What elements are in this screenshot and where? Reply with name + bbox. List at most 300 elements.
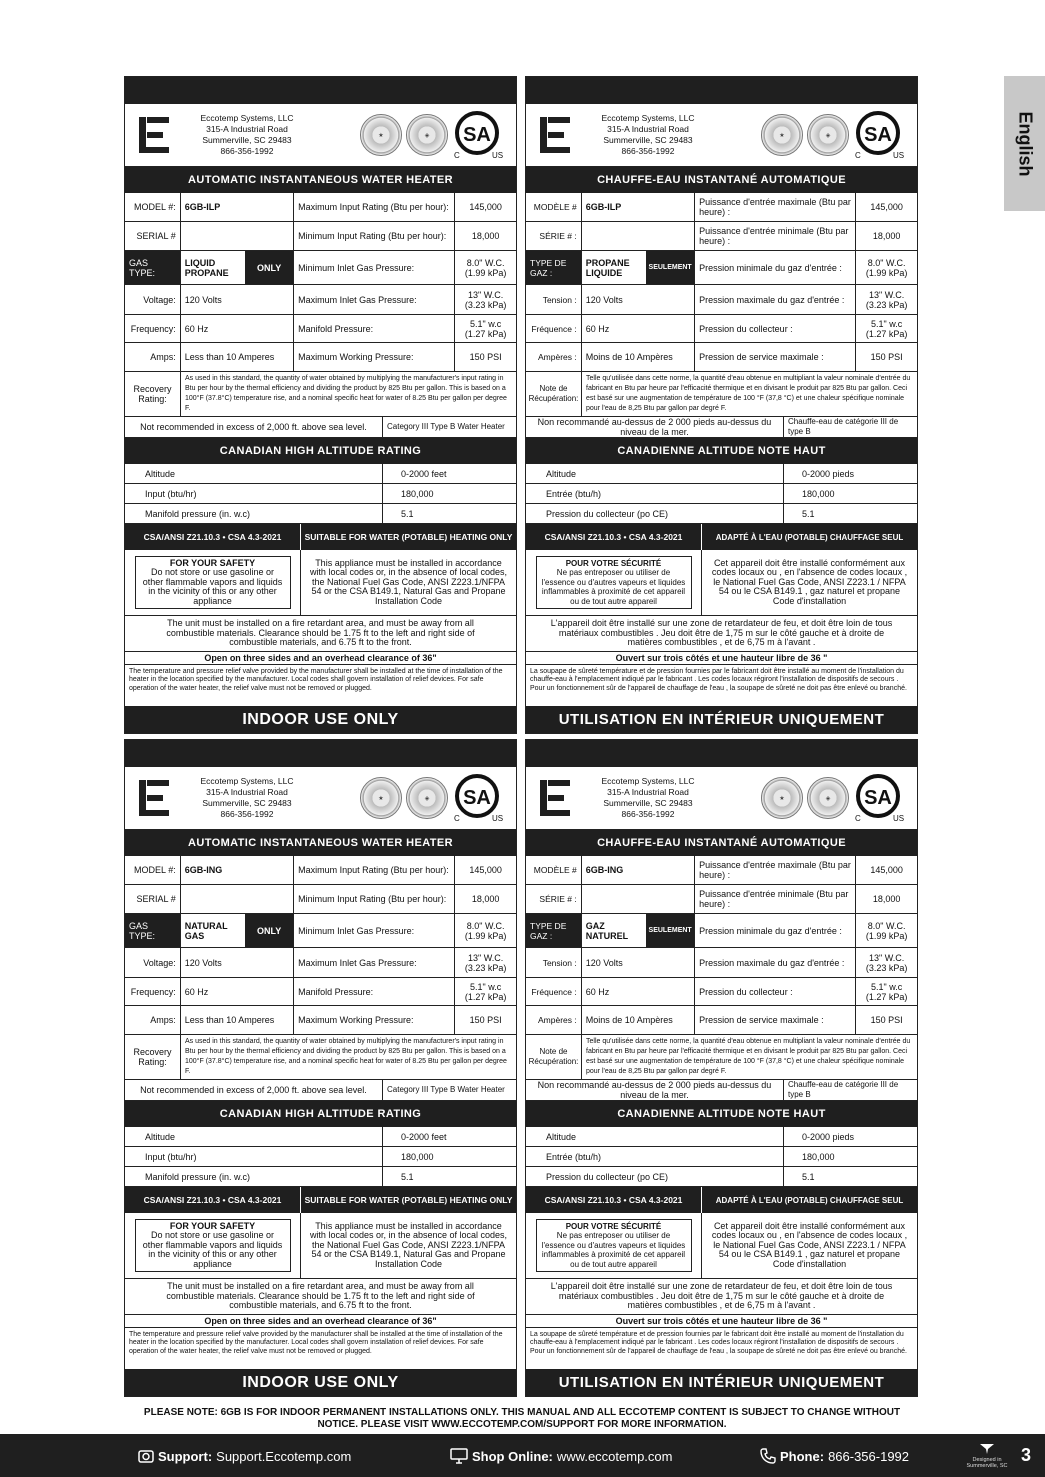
certification-seals [311, 110, 516, 160]
min-input-value: 18,000 [471, 231, 500, 241]
altitude-key: Input (btu/hr) [125, 1147, 383, 1166]
recovery-label: Note de Récupération: [526, 372, 582, 416]
recovery-text: Telle qu'utilisée dans cette norme, la quantité d'eau obtenue en multipliant la valeur nominale d'entrée du fabricant en Btu par heure par l'efficacité thermique et en divisant le produit par 825 Btu par gallon. Ceci est basé sur une augmentation de température de 100 °F (37,8 °C) et une chaleur spécifique nominale pour l'eau de 8,25 Btu par gallon par degré F. [586, 1038, 911, 1075]
gas-type-row [526, 251, 917, 285]
eccotemp-logo-icon [125, 778, 183, 818]
model-value: 6GB-ING [181, 856, 294, 884]
address-line: 866-356-1992 [220, 809, 274, 819]
rating-label-french [525, 76, 918, 734]
design-certified-seal-icon: ★ [360, 114, 402, 156]
max-work-label: Pression de service maximale : [695, 1006, 856, 1034]
altitude-key: Altitude [125, 1127, 383, 1146]
company-address [584, 776, 712, 820]
altitude-key: Pression du collecteur (po CE) [526, 504, 784, 523]
frequency-row [526, 315, 917, 343]
gas-only-badge: ONLY [245, 251, 293, 284]
voltage-row [125, 948, 516, 978]
max-gas-label: Pression maximale du gaz d'entrée : [695, 948, 856, 977]
frequency-label: Fréquence : [526, 315, 582, 342]
recovery-label: Recovery Rating: [125, 1035, 181, 1079]
max-input-label: Puissance d'entrée maximale (Btu par heure) : [695, 193, 856, 221]
phone-link[interactable]: 866-356-1992 [828, 1448, 910, 1464]
recovery-row [125, 372, 516, 417]
altitude-note: Non recommandé au-dessus de 2 000 pieds au-dessus du niveau de la mer. [526, 1080, 784, 1100]
recovery-text: As used in this standard, the quantity of water obtained by multiplying the manufacturer's input rating in Btu per hour by the thermal efficiency and dividing the product by 825 Btu per gallon. This is based on a 100°F (37.8°C) temperature rise, and a nominal specific heat for water of 8.25 Btu per gallon per degree F. [185, 375, 507, 412]
clearance-text: L'appareil doit être installé sur une zone de retardateur de feu, et doit être loin de tous matériaux combustibles . Jeu doit être de 1,75 m sur le côté gauche et à droite de matières combustibles , et de 6,75 m à l'avant . [526, 616, 917, 652]
footer-support[interactable] [138, 1448, 351, 1464]
svg-text:US: US [893, 151, 905, 160]
safety-title: POUR VOTRE SÉCURITÉ [565, 558, 662, 568]
address-line: 866-356-1992 [621, 809, 675, 819]
altitude-key: Entrée (btu/h) [526, 1147, 784, 1166]
suitable-text: ADAPTÉ À L'EAU (POTABLE) CHAUFFAGE SEUL [715, 1195, 904, 1205]
min-gas-value: 8.0" W.C. (1.99 kPa) [464, 920, 507, 941]
certification-seals [712, 110, 917, 160]
altitude-row [125, 1147, 516, 1167]
serial-value [181, 222, 294, 250]
open-sides-text: Ouvert sur trois côtés et une hauteur libre de 36 " [526, 652, 917, 665]
altitude-note: Non recommandé au-dessus de 2 000 pieds au-dessus du niveau de la mer. [526, 417, 784, 437]
recovery-row [526, 1035, 917, 1080]
min-input-label: Puissance d'entrée minimale (Btu par heure) : [695, 885, 856, 913]
manifold-value: 5.1" w.c (1.27 kPa) [865, 318, 908, 339]
csa-standard: CSA/ANSI Z21.10.3 • CSA 4.3-2021 [526, 1187, 702, 1213]
max-input-label: Puissance d'entrée maximale (Btu par heure) : [695, 856, 856, 884]
category-text: Chauffe-eau de catégorie III de type B [788, 1080, 899, 1099]
label-top-bar [526, 740, 917, 767]
label-top-bar [125, 77, 516, 104]
altitude-row [125, 484, 516, 504]
svg-text:US: US [893, 814, 905, 823]
altitude-key: Altitude [125, 464, 383, 483]
altitude-row [526, 464, 917, 484]
altitude-key: Entrée (btu/h) [526, 484, 784, 503]
safety-title: FOR YOUR SAFETY [169, 557, 256, 568]
amps-label: Amps: [125, 343, 181, 371]
label-top-bar [526, 77, 917, 104]
certification-bar [125, 1187, 516, 1213]
csa-logo-icon [452, 110, 506, 160]
max-work-value: 150 PSI [469, 352, 502, 362]
model-row [526, 193, 917, 222]
csa-standard: CSA/ANSI Z21.10.3 • CSA 4.3-2021 [125, 524, 301, 550]
altitude-row [125, 504, 516, 524]
frequency-value: 60 Hz [181, 978, 294, 1005]
amps-value: Less than 10 Amperes [181, 1006, 294, 1034]
voltage-row [526, 285, 917, 315]
open-sides-text: Ouvert sur trois côtés et une hauteur libre de 36 " [526, 1315, 917, 1328]
svg-text:C: C [454, 151, 460, 160]
altitude-value: 180,000 [802, 488, 835, 499]
clearance-text: L'appareil doit être installé sur une zone de retardateur de feu, et doit être loin de tous matériaux combustibles . Jeu doit être de 1,75 m sur le côté gauche et à droite de matières combustibles , et de 6,75 m à l'avant . [526, 1279, 917, 1315]
altitude-key: Pression du collecteur (po CE) [526, 1167, 784, 1186]
relief-valve-text: La soupape de sûreté température et de pression fournies par le fabricant doit être installé au moment de l'installation du chauffe-eau à l'emplacement indiqué par le fabricant . Les codes locaux régiront l'installation de dispositifs de secours . Pour un fonctionnement sûr de l'appareil de chauffage de l'eau , la soupape de sûreté ne doit pas être enlevé ou branché. [530, 1330, 907, 1355]
safety-text: Ne pas entreposer ou utiliser de l'essence ou d'autres vapeurs et liquides inflammables à proximité de cet appareil ou de tout autre appareil [541, 1231, 686, 1269]
svg-text:US: US [492, 814, 504, 823]
safety-box [536, 556, 692, 610]
design-certified-seal-icon: ★ [761, 777, 803, 819]
voltage-label: Voltage: [125, 285, 181, 314]
altitude-key: Altitude [526, 1127, 784, 1146]
svg-text:C: C [855, 151, 861, 160]
suitable-text: SUITABLE FOR WATER (POTABLE) HEATING ONLY [304, 1195, 513, 1205]
max-input-label: Maximum Input Rating (Btu per hour): [294, 856, 455, 884]
language-tab[interactable] [1004, 76, 1045, 211]
certification-seals [311, 773, 516, 823]
amps-label: Ampères : [526, 1006, 582, 1034]
install-text: Cet appareil doit être installé conformément aux codes locaux ou , en l'absence de codes locaux , le National Fuel Gas Code, ANSI Z223.1 / NFPA 54 ou le CSA B149.1 , gaz naturel et propane Code d'installation [711, 557, 908, 606]
gas-type-cell [582, 914, 695, 947]
amps-row [125, 343, 516, 372]
serial-row [526, 222, 917, 251]
altitude-key: Manifold pressure (in. w.c) [125, 1167, 383, 1186]
frequency-row [125, 315, 516, 343]
csa-logo-icon [452, 773, 506, 823]
label-title: AUTOMATIC INSTANTANEOUS WATER HEATER [125, 167, 516, 193]
max-gas-label: Maximum Inlet Gas Pressure: [294, 285, 455, 314]
certification-seals [712, 773, 917, 823]
shop-label: Shop Online: [472, 1448, 553, 1464]
min-gas-value: 8.0" W.C. (1.99 kPa) [464, 257, 507, 278]
suitable-text: SUITABLE FOR WATER (POTABLE) HEATING ONLY [304, 532, 513, 542]
label-header [125, 104, 516, 167]
gas-type-value: NATURAL GAS [184, 920, 228, 941]
manifold-value: 5.1" w.c (1.27 kPa) [865, 981, 908, 1002]
designed-in-text: Designed in Summerville, SC [966, 1456, 1008, 1469]
safety-title: POUR VOTRE SÉCURITÉ [565, 1221, 662, 1231]
amps-row [526, 343, 917, 372]
recovery-text: As used in this standard, the quantity of water obtained by multiplying the manufacturer's input rating in Btu per hour by the thermal efficiency and dividing the product by 825 Btu per gallon. This is based on a 100°F (37.8°C) temperature rise, and a nominal specific heat for water of 8.25 Btu per gallon per degree F. [185, 1038, 507, 1075]
gas-type-row [125, 251, 516, 285]
relief-valve-text: The temperature and pressure relief valve provided by the manufacturer shall be installed at the time of installation of the heater in the location specified by the manufacturer. Local codes shall govern installation of relief devices. For safe operation of the water heater, the relief valve must not be removed or plugged. [129, 667, 503, 692]
safety-text: Do not store or use gasoline or other flammable vapors and liquids in the vicinity of this or any other appliance [142, 1230, 283, 1269]
model-label: MODEL #: [125, 856, 181, 884]
altitude-note-row [526, 417, 917, 438]
language-tab-label: English [1015, 110, 1035, 177]
gas-only-badge: SEULEMENT [646, 251, 694, 284]
max-gas-label: Maximum Inlet Gas Pressure: [294, 948, 455, 977]
frequency-row [125, 978, 516, 1006]
csa-logo-icon [853, 773, 907, 823]
gas-type-cell [582, 251, 695, 284]
max-input-label: Maximum Input Rating (Btu per hour): [294, 193, 455, 221]
safety-title: FOR YOUR SAFETY [169, 1220, 256, 1231]
rating-label-french [525, 739, 918, 1397]
install-text: This appliance must be installed in accordance with local codes or, in the absence of local codes, the National Fuel Gas Code, ANSI Z223.1/NFPA 54 or the CSA B149.1, Natural Gas and Propane Installation Code [309, 1220, 508, 1269]
max-gas-value: 13" W.C. (3.23 kPa) [464, 952, 507, 973]
min-gas-label: Minimum Inlet Gas Pressure: [294, 914, 455, 947]
max-work-value: 150 PSI [870, 352, 903, 362]
company-address [584, 113, 712, 157]
model-label: MODÈLE # [526, 856, 582, 884]
csa-logo-icon [853, 110, 907, 160]
indoor-use-banner: UTILISATION EN INTÉRIEUR UNIQUEMENT [526, 1369, 917, 1396]
svg-text:SA: SA [864, 124, 892, 146]
model-row [125, 856, 516, 885]
address-line: 866-356-1992 [621, 146, 675, 156]
label-top-bar [125, 740, 516, 767]
voltage-row [526, 948, 917, 978]
manifold-label: Manifold Pressure: [294, 315, 455, 342]
recovery-text: Telle qu'utilisée dans cette norme, la quantité d'eau obtenue en multipliant la valeur nominale d'entrée du fabricant en Btu par heure par l'efficacité thermique et en divisant le produit par 825 Btu par gallon. Ceci est basé sur une augmentation de température de 100 °F (37,8 °C) et une chaleur spécifique nominale pour l'eau de 8,25 Btu par gallon par degré F. [586, 375, 911, 412]
amps-value: Moins de 10 Ampères [582, 1006, 695, 1034]
footer-phone[interactable] [760, 1448, 909, 1464]
certified-seal-icon: ◈ [406, 777, 448, 819]
amps-value: Less than 10 Amperes [181, 343, 294, 371]
certified-seal-icon: ◈ [807, 114, 849, 156]
voltage-label: Tension : [526, 285, 582, 314]
max-gas-value: 13" W.C. (3.23 kPa) [865, 289, 908, 310]
voltage-value: 120 Volts [181, 948, 294, 977]
model-value: 6GB-ILP [582, 193, 695, 221]
altitude-key: Input (btu/hr) [125, 484, 383, 503]
address-line: Eccotemp Systems, LLC [200, 776, 294, 786]
frequency-label: Frequency: [125, 978, 181, 1005]
max-gas-label: Pression maximale du gaz d'entrée : [695, 285, 856, 314]
install-text: This appliance must be installed in accordance with local codes or, in the absence of local codes, the National Fuel Gas Code, ANSI Z223.1/NFPA 54 or the CSA B149.1, Natural Gas and Propane Installation Code [309, 557, 508, 606]
min-gas-value: 8.0" W.C. (1.99 kPa) [865, 257, 908, 278]
label-header [125, 767, 516, 830]
high-altitude-title: CANADIAN HIGH ALTITUDE RATING [125, 438, 516, 464]
altitude-table [125, 1127, 516, 1187]
address-line: 866-356-1992 [220, 146, 274, 156]
safety-box [135, 1219, 291, 1273]
serial-value [582, 885, 695, 913]
svg-text:SA: SA [463, 124, 491, 146]
altitude-table [526, 1127, 917, 1187]
company-address [183, 113, 311, 157]
altitude-table [526, 464, 917, 524]
relief-valve-text: La soupape de sûreté température et de pression fournies par le fabricant doit être installé au moment de l'installation du chauffe-eau à l'emplacement indiqué par le fabricant . Les codes locaux régiront l'installation de dispositifs de secours . Pour un fonctionnement sûr de l'appareil de chauffage de l'eau , la soupape de sûreté ne doit pas être enlevé ou branché. [530, 667, 907, 692]
high-altitude-title: CANADIENNE ALTITUDE NOTE HAUT [526, 1101, 917, 1127]
support-icon [138, 1448, 154, 1464]
altitude-value: 0-2000 feet [401, 468, 447, 479]
manifold-label: Pression du collecteur : [695, 978, 856, 1005]
frequency-value: 60 Hz [181, 315, 294, 342]
safety-section [526, 1213, 917, 1279]
address-line: 315-A Industrial Road [607, 787, 689, 797]
certification-bar [125, 524, 516, 550]
gas-type-label: TYPE DE GAZ : [526, 914, 582, 947]
frequency-value: 60 Hz [582, 315, 695, 342]
gas-type-row [125, 914, 516, 948]
frequency-value: 60 Hz [582, 978, 695, 1005]
altitude-note: Not recommended in excess of 2,000 ft. above sea level. [125, 417, 383, 437]
address-line: Summerville, SC 29483 [202, 135, 292, 145]
voltage-label: Tension : [526, 948, 582, 977]
altitude-table [125, 464, 516, 524]
altitude-key: Manifold pressure (in. w.c) [125, 504, 383, 523]
eccotemp-logo-icon [125, 115, 183, 155]
model-row [125, 193, 516, 222]
rating-label-english [124, 76, 517, 734]
serial-label: SÉRIE # : [526, 885, 582, 913]
indoor-use-banner: UTILISATION EN INTÉRIEUR UNIQUEMENT [526, 706, 917, 733]
support-label: Support: [158, 1448, 213, 1464]
amps-label: Ampères : [526, 343, 582, 371]
page-footer [0, 1434, 1045, 1477]
suitable-text: ADAPTÉ À L'EAU (POTABLE) CHAUFFAGE SEUL [715, 532, 904, 542]
certification-bar [526, 1187, 917, 1213]
min-gas-label: Pression minimale du gaz d'entrée : [695, 914, 856, 947]
altitude-row [125, 464, 516, 484]
max-work-label: Pression de service maximale : [695, 343, 856, 371]
high-altitude-title: CANADIENNE ALTITUDE NOTE HAUT [526, 438, 917, 464]
svg-text:C: C [855, 814, 861, 823]
max-gas-value: 13" W.C. (3.23 kPa) [464, 289, 507, 310]
category-text: Chauffe-eau de catégorie III de type B [788, 417, 899, 436]
min-gas-label: Minimum Inlet Gas Pressure: [294, 251, 455, 284]
serial-row [125, 885, 516, 914]
min-input-value: 18,000 [872, 894, 901, 904]
label-title: CHAUFFE-EAU INSTANTANÉ AUTOMATIQUE [526, 830, 917, 856]
altitude-value: 180,000 [802, 1151, 835, 1162]
address-line: 315-A Industrial Road [607, 124, 689, 134]
address-line: 315-A Industrial Road [206, 787, 288, 797]
design-certified-seal-icon: ★ [360, 777, 402, 819]
safety-box [536, 1219, 692, 1273]
frequency-label: Fréquence : [526, 978, 582, 1005]
altitude-row [526, 1127, 917, 1147]
svg-text:US: US [492, 151, 504, 160]
label-header [526, 104, 917, 167]
high-altitude-title: CANADIAN HIGH ALTITUDE RATING [125, 1101, 516, 1127]
phone-icon [760, 1448, 776, 1464]
amps-value: Moins de 10 Ampères [582, 343, 695, 371]
support-link[interactable]: Support.Eccotemp.com [216, 1448, 352, 1464]
address-line: Eccotemp Systems, LLC [601, 776, 695, 786]
serial-label: SERIAL # [125, 885, 181, 913]
max-work-label: Maximum Working Pressure: [294, 1006, 455, 1034]
max-input-value: 145,000 [870, 202, 903, 212]
footer-shop[interactable] [450, 1448, 672, 1464]
recovery-label: Note de Récupération: [526, 1035, 582, 1079]
address-line: Eccotemp Systems, LLC [601, 113, 695, 123]
altitude-value: 5.1 [401, 1171, 414, 1182]
min-input-value: 18,000 [872, 231, 901, 241]
eccotemp-logo-icon [526, 115, 584, 155]
manifold-value: 5.1" w.c (1.27 kPa) [464, 318, 507, 339]
altitude-row [526, 1167, 917, 1187]
open-sides-text: Open on three sides and an overhead clearance of 36" [125, 1315, 516, 1328]
max-gas-value: 13" W.C. (3.23 kPa) [865, 952, 908, 973]
page-note: PLEASE NOTE: 6GB IS FOR INDOOR PERMANENT INSTALLATIONS ONLY. THIS MANUAL AND ALL ECCOTEMP CONTENT IS SUBJECT TO CHANGE WITHOUT NOTICE. PLEASE VISIT WWW.ECCOTEMP.COM/SUPPORT FOR MORE INFORMATION. [143, 1407, 901, 1430]
indoor-use-banner: INDOOR USE ONLY [125, 706, 516, 733]
altitude-value: 5.1 [401, 508, 414, 519]
serial-row [526, 885, 917, 914]
altitude-value: 0-2000 feet [401, 1131, 447, 1142]
csa-standard: CSA/ANSI Z21.10.3 • CSA 4.3-2021 [125, 1187, 301, 1213]
serial-row [125, 222, 516, 251]
altitude-value: 5.1 [802, 1171, 815, 1182]
altitude-note: Not recommended in excess of 2,000 ft. above sea level. [125, 1080, 383, 1100]
certified-seal-icon: ◈ [807, 777, 849, 819]
certified-seal-icon: ◈ [406, 114, 448, 156]
frequency-label: Frequency: [125, 315, 181, 342]
gas-type-value: GAZ NATUREL [585, 920, 629, 941]
svg-text:SA: SA [864, 787, 892, 809]
altitude-note-row [125, 417, 516, 438]
voltage-value: 120 Volts [582, 285, 695, 314]
designed-in-badge [964, 1442, 1010, 1470]
altitude-row [526, 504, 917, 524]
gas-type-row [526, 914, 917, 948]
rating-label-english [124, 739, 517, 1397]
altitude-value: 0-2000 pieds [802, 468, 855, 479]
clearance-text: The unit must be installed on a fire retardant area, and must be away from all combustible materials. Clearance should be 1.75 ft to the left and right side of combustible materials, and 6.75 ft to the front. [125, 616, 516, 652]
gas-type-value: LIQUID PROPANE [184, 257, 229, 278]
palmetto-icon [979, 1442, 995, 1454]
certification-bar [526, 524, 917, 550]
amps-row [125, 1006, 516, 1035]
altitude-row [526, 1147, 917, 1167]
min-gas-value: 8.0" W.C. (1.99 kPa) [865, 920, 908, 941]
gas-type-cell [181, 251, 294, 284]
manifold-value: 5.1" w.c (1.27 kPa) [464, 981, 507, 1002]
max-input-value: 145,000 [870, 865, 903, 875]
altitude-value: 180,000 [401, 1151, 434, 1162]
address-line: Summerville, SC 29483 [603, 135, 693, 145]
open-sides-text: Open on three sides and an overhead clearance of 36" [125, 652, 516, 665]
gas-type-label: TYPE DE GAZ : [526, 251, 582, 284]
safety-text: Ne pas entreposer ou utiliser de l'essence ou d'autres vapeurs et liquides inflammables à proximité de cet appareil ou de tout autre appareil [541, 568, 686, 606]
model-value: 6GB-ILP [181, 193, 294, 221]
shop-link[interactable]: www.eccotemp.com [556, 1448, 673, 1464]
serial-value [582, 222, 695, 250]
min-gas-label: Pression minimale du gaz d'entrée : [695, 251, 856, 284]
max-work-value: 150 PSI [469, 1015, 502, 1025]
csa-standard: CSA/ANSI Z21.10.3 • CSA 4.3-2021 [526, 524, 702, 550]
model-label: MODÈLE # [526, 193, 582, 221]
label-title: AUTOMATIC INSTANTANEOUS WATER HEATER [125, 830, 516, 856]
indoor-use-banner: INDOOR USE ONLY [125, 1369, 516, 1396]
voltage-value: 120 Volts [582, 948, 695, 977]
max-work-label: Maximum Working Pressure: [294, 343, 455, 371]
clearance-text: The unit must be installed on a fire retardant area, and must be away from all combustible materials. Clearance should be 1.75 ft to the left and right side of combustible materials, and 6.75 ft to the front. [125, 1279, 516, 1315]
gas-type-label: GAS TYPE: [125, 251, 181, 284]
altitude-note-row [526, 1080, 917, 1101]
altitude-key: Altitude [526, 464, 784, 483]
manifold-label: Manifold Pressure: [294, 978, 455, 1005]
voltage-label: Voltage: [125, 948, 181, 977]
serial-label: SÉRIE # : [526, 222, 582, 250]
max-work-value: 150 PSI [870, 1015, 903, 1025]
recovery-label: Recovery Rating: [125, 372, 181, 416]
model-label: MODEL #: [125, 193, 181, 221]
min-input-label: Minimum Input Rating (Btu per hour): [294, 222, 455, 250]
model-value: 6GB-ING [582, 856, 695, 884]
page-number: 3 [1020, 1445, 1031, 1465]
design-certified-seal-icon: ★ [761, 114, 803, 156]
altitude-row [125, 1127, 516, 1147]
install-text: Cet appareil doit être installé conformément aux codes locaux ou , en l'absence de codes locaux , le National Fuel Gas Code, ANSI Z223.1 / NFPA 54 ou le CSA B149.1 , gaz naturel et propane Code d'installation [711, 1220, 908, 1269]
altitude-note-row [125, 1080, 516, 1101]
safety-section [125, 1213, 516, 1279]
serial-label: SERIAL # [125, 222, 181, 250]
monitor-icon [450, 1448, 468, 1464]
recovery-row [125, 1035, 516, 1080]
min-input-value: 18,000 [471, 894, 500, 904]
safety-text: Do not store or use gasoline or other flammable vapors and liquids in the vicinity of this or any other appliance [142, 567, 283, 606]
min-input-label: Puissance d'entrée minimale (Btu par heure) : [695, 222, 856, 250]
max-input-value: 145,000 [469, 202, 502, 212]
altitude-value: 5.1 [802, 508, 815, 519]
altitude-row [526, 484, 917, 504]
serial-value [181, 885, 294, 913]
address-line: Summerville, SC 29483 [603, 798, 693, 808]
svg-text:SA: SA [463, 787, 491, 809]
address-line: 315-A Industrial Road [206, 124, 288, 134]
